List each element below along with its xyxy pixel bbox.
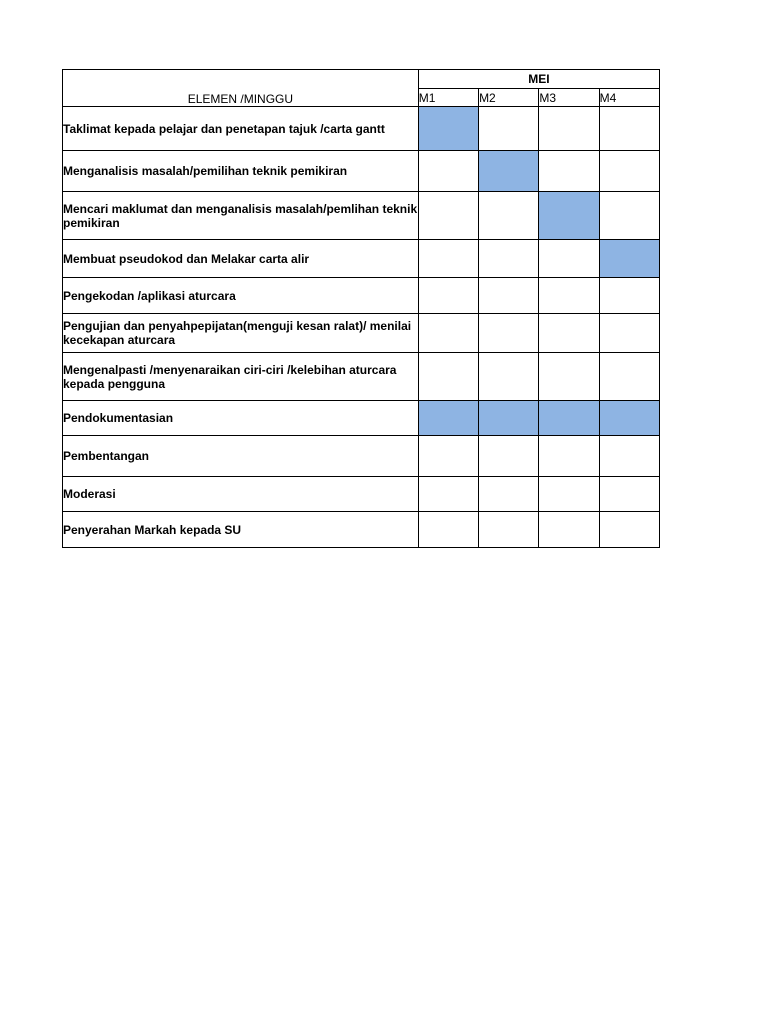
- gantt-bar-cell: [599, 240, 659, 278]
- task-label: Pengekodan /aplikasi aturcara: [63, 278, 419, 314]
- table-row: [63, 240, 660, 278]
- week-cell: [418, 436, 478, 477]
- week-cell: [599, 192, 659, 240]
- week-cell: [479, 192, 539, 240]
- task-label: Moderasi: [63, 477, 419, 512]
- week-cell: [479, 353, 539, 401]
- task-label: Pendokumentasian: [63, 401, 419, 436]
- gantt-bar-cell: [479, 401, 539, 436]
- week-cell: [418, 353, 478, 401]
- elemen-minggu-header: ELEMEN /MINGGU: [63, 70, 419, 107]
- week-cell: [539, 278, 599, 314]
- gantt-bar-cell: [418, 107, 478, 151]
- table-row: [63, 401, 660, 436]
- week-cell: [539, 107, 599, 151]
- week-cell: [479, 107, 539, 151]
- week-cell: [539, 512, 599, 548]
- table-row: [63, 107, 660, 151]
- week-cell: [418, 192, 478, 240]
- week-cell: [418, 151, 478, 192]
- week-cell: [539, 314, 599, 353]
- task-label: Taklimat kepada pelajar dan penetapan tajuk /carta gantt: [63, 107, 419, 151]
- week-cell: [599, 151, 659, 192]
- week-cell: [539, 240, 599, 278]
- week-cell: [539, 436, 599, 477]
- table-row: [63, 314, 660, 353]
- week-cell: [479, 512, 539, 548]
- gantt-bar-cell: [418, 401, 478, 436]
- week-cell: [599, 107, 659, 151]
- week-header-m1: M1: [418, 89, 478, 107]
- table-row: [63, 192, 660, 240]
- week-cell: [479, 436, 539, 477]
- task-label: Mengenalpasti /menyenaraikan ciri-ciri /kelebihan aturcara kepada pengguna: [63, 353, 419, 401]
- week-cell: [539, 151, 599, 192]
- task-label: Mencari maklumat dan menganalisis masalah/pemlihan teknik pemikiran: [63, 192, 419, 240]
- table-row: [63, 151, 660, 192]
- week-cell: [418, 477, 478, 512]
- gantt-bar-cell: [479, 151, 539, 192]
- week-cell: [418, 314, 478, 353]
- task-label: Menganalisis masalah/pemilihan teknik pemikiran: [63, 151, 419, 192]
- gantt-chart-table: [62, 69, 660, 548]
- task-label: Membuat pseudokod dan Melakar carta alir: [63, 240, 419, 278]
- month-header: MEI: [418, 70, 659, 89]
- week-cell: [479, 314, 539, 353]
- table-row: [63, 353, 660, 401]
- gantt-body: [63, 107, 660, 548]
- week-cell: [539, 353, 599, 401]
- table-row: [63, 477, 660, 512]
- week-cell: [479, 278, 539, 314]
- gantt-bar-cell: [539, 192, 599, 240]
- task-label: Penyerahan Markah kepada SU: [63, 512, 419, 548]
- week-cell: [599, 278, 659, 314]
- task-label: Pengujian dan penyahpepijatan(menguji kesan ralat)/ menilai kecekapan aturcara: [63, 314, 419, 353]
- table-row: [63, 512, 660, 548]
- gantt-bar-cell: [539, 401, 599, 436]
- week-cell: [599, 512, 659, 548]
- gantt-bar-cell: [599, 401, 659, 436]
- week-cell: [599, 477, 659, 512]
- week-cell: [479, 240, 539, 278]
- week-cell: [599, 353, 659, 401]
- week-cell: [418, 240, 478, 278]
- week-cell: [418, 278, 478, 314]
- week-cell: [599, 436, 659, 477]
- week-header-m4: M4: [599, 89, 659, 107]
- task-label: Pembentangan: [63, 436, 419, 477]
- week-header-m2: M2: [479, 89, 539, 107]
- week-cell: [599, 314, 659, 353]
- week-cell: [539, 477, 599, 512]
- table-row: [63, 278, 660, 314]
- week-cell: [479, 477, 539, 512]
- table-row: [63, 436, 660, 477]
- week-header-m3: M3: [539, 89, 599, 107]
- header-row-month: [63, 70, 660, 89]
- week-cell: [418, 512, 478, 548]
